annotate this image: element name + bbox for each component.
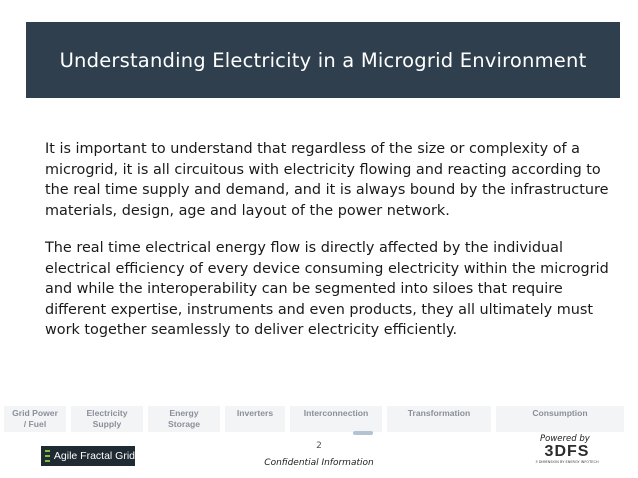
process-step-label: Transformation xyxy=(407,408,471,418)
process-step-bar xyxy=(0,406,638,432)
process-step-transformation xyxy=(387,406,491,432)
process-step-label: Supply xyxy=(92,419,122,429)
process-step-label: Storage xyxy=(168,419,200,429)
logo-wordmark: 3DFS xyxy=(544,443,590,460)
agile-fractal-grid-logo xyxy=(41,446,135,466)
process-step-label: Energy xyxy=(169,408,199,418)
confidential-label: Confidential Information xyxy=(264,458,374,468)
logo-tagline: 3 DIMENSION BY ENERGY INFOTECH xyxy=(535,460,599,464)
3dfs-logo xyxy=(534,444,600,464)
process-step-label: Electricity xyxy=(86,408,128,418)
page-number: 2 xyxy=(316,441,322,451)
process-step-interconnection xyxy=(290,406,382,432)
slide-body xyxy=(45,139,615,358)
process-step-energy-storage xyxy=(148,406,220,432)
logo-bars-icon xyxy=(45,450,50,462)
body-paragraph-1: It is important to understand that regardless of the size or complexity of a microgrid, it is all circuitous with electricity flowing and reacting according to the real time supply and demand, and it is always bound by the infrastructure materials, design, age and layout of the power network. xyxy=(45,141,609,219)
slide-title: Understanding Electricity in a Microgrid Environment xyxy=(59,48,587,72)
process-step-label: Interconnection xyxy=(303,408,369,418)
process-step-consumption xyxy=(496,406,624,432)
process-step-inverters xyxy=(225,406,285,432)
active-step-indicator xyxy=(353,431,373,435)
process-step-label: Consumption xyxy=(532,408,588,418)
process-step-label: / Fuel xyxy=(23,419,47,429)
logo-brand-text: Agile Fractal Grid xyxy=(53,450,135,462)
process-step-label: Grid Power xyxy=(12,408,58,418)
process-step-electricity-supply xyxy=(71,406,143,432)
process-step-label: Inverters xyxy=(236,408,274,418)
process-step-grid-power xyxy=(4,406,66,432)
title-bar xyxy=(26,22,620,98)
powered-by-label: Powered by xyxy=(540,434,590,444)
body-paragraph-2: The real time electrical energy flow is directly affected by the individual electrical efficiency of every device consuming electricity within the microgrid and while the interoperability can be segmented into siloes that require different expertise, instruments and even products, they all ultimately must work together seamlessly to deliver electricity efficiently. xyxy=(45,240,609,338)
